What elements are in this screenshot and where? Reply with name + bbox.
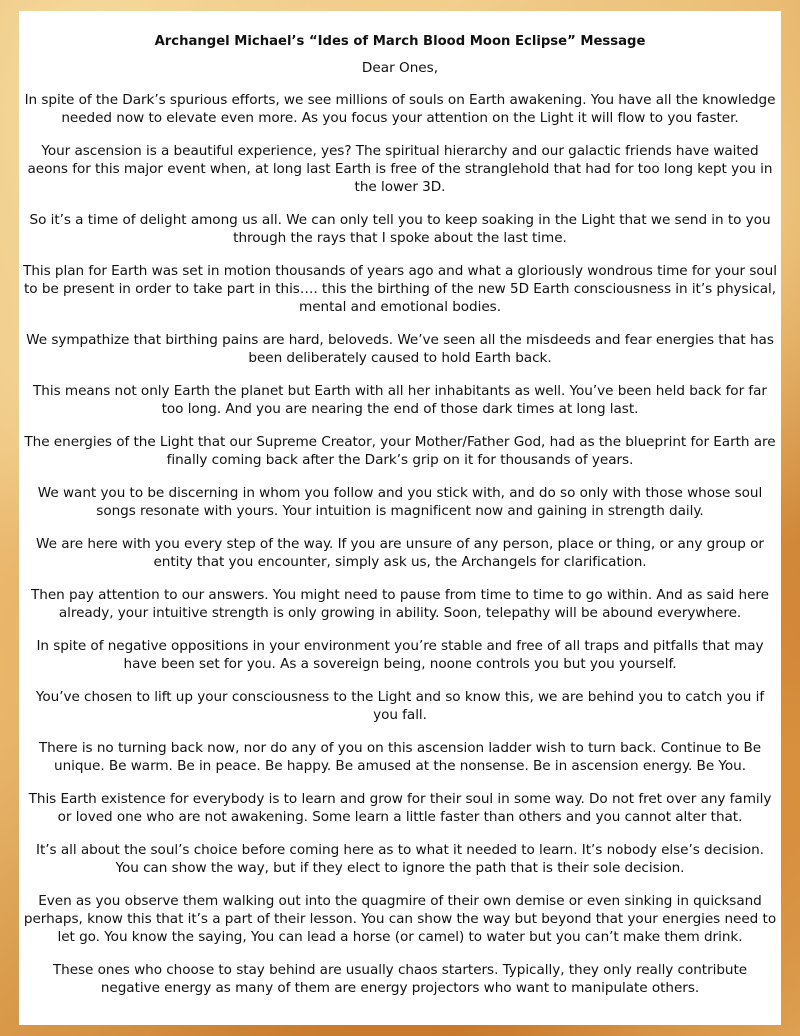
- paragraph: Even as you observe them walking out into the quagmire of their own demise or even sinking in quicksand perhaps, know this that it’s a part of their lesson. You can show the way but beyond that your energies need to let go. You know the saying, You can lead a horse (or camel) to water but you can’t make them drink.: [23, 893, 777, 945]
- paragraph: We sympathize that birthing pains are hard, beloveds. We’ve seen all the misdeeds and fear energies that has been deliberately caused to hold Earth back.: [26, 332, 774, 366]
- paragraph: The energies of the Light that our Supreme Creator, your Mother/Father God, had as the blueprint for Earth are finally coming back after the Dark’s grip on it for thousands of years.: [24, 434, 776, 468]
- paragraph: So it’s a time of delight among us all. We can only tell you to keep soaking in the Light that we send in to you through the rays that I spoke about the last time.: [29, 212, 771, 246]
- paragraph: This Earth existence for everybody is to learn and grow for their soul in some way. Do not fret over any family or loved one who are not awakening. Some learn a little faster than others and you cannot alter that.: [28, 791, 772, 825]
- paragraph: We want you to be discerning in whom you follow and you stick with, and do so only with those whose soul songs resonate with yours. Your intuition is magnificent now and gaining in strength daily.: [37, 485, 763, 519]
- paragraph: These ones who choose to stay behind are usually chaos starters. Typically, they only really contribute negative energy as many of them are energy projectors who want to manipulate others.: [52, 962, 748, 996]
- paragraph: In spite of the Dark’s spurious efforts, we see millions of souls on Earth awakening. You have all the knowledge needed now to elevate even more. As you focus your attention on the Light it will flow to you faster.: [24, 92, 776, 126]
- paragraph: Your ascension is a beautiful experience, yes? The spiritual hierarchy and our galactic friends have waited aeons for this major event when, at long last Earth is free of the stranglehold that had for too long kept you in the lower 3D.: [27, 143, 773, 195]
- message-body: [23, 91, 777, 997]
- paragraph: Then pay attention to our answers. You might need to pause from time to time to go within. And as said here already, your intuitive strength is only growing in ability. Soon, telepathy will be abound everywhere.: [31, 587, 769, 621]
- paragraph: It’s all about the soul’s choice before coming here as to what it needed to learn. It’s nobody else’s decision. You can show the way, but if they elect to ignore the path that is their sole decision.: [36, 842, 764, 876]
- page-title: Archangel Michael’s “Ides of March Blood Moon Eclipse” Message: [154, 34, 646, 49]
- paragraph: You’ve chosen to lift up your consciousness to the Light and so know this, we are behind you to catch you if you fall.: [35, 689, 765, 723]
- message-page: [19, 11, 781, 1025]
- paragraph: We are here with you every step of the way. If you are unsure of any person, place or thing, or any group or entity that you encounter, simply ask us, the Archangels for clarification.: [36, 536, 764, 570]
- paragraph: In spite of negative oppositions in your environment you’re stable and free of all traps and pitfalls that may have been set for you. As a sovereign being, noone controls you but you yourself.: [36, 638, 764, 672]
- paragraph: This plan for Earth was set in motion thousands of years ago and what a gloriously wondrous time for your soul to be present in order to take part in this…. this the birthing of the new 5D Earth consciousness in it’s physical, mental and emotional bodies.: [23, 263, 777, 315]
- paragraph: There is no turning back now, nor do any of you on this ascension ladder wish to turn back. Continue to Be unique. Be warm. Be in peace. Be happy. Be amused at the nonsense. Be in ascension energy. Be You.: [38, 740, 762, 774]
- paragraph: This means not only Earth the planet but Earth with all her inhabitants as well. You’ve been held back for far too long. And you are nearing the end of those dark times at long last.: [33, 383, 767, 417]
- salutation: Dear Ones,: [361, 60, 439, 76]
